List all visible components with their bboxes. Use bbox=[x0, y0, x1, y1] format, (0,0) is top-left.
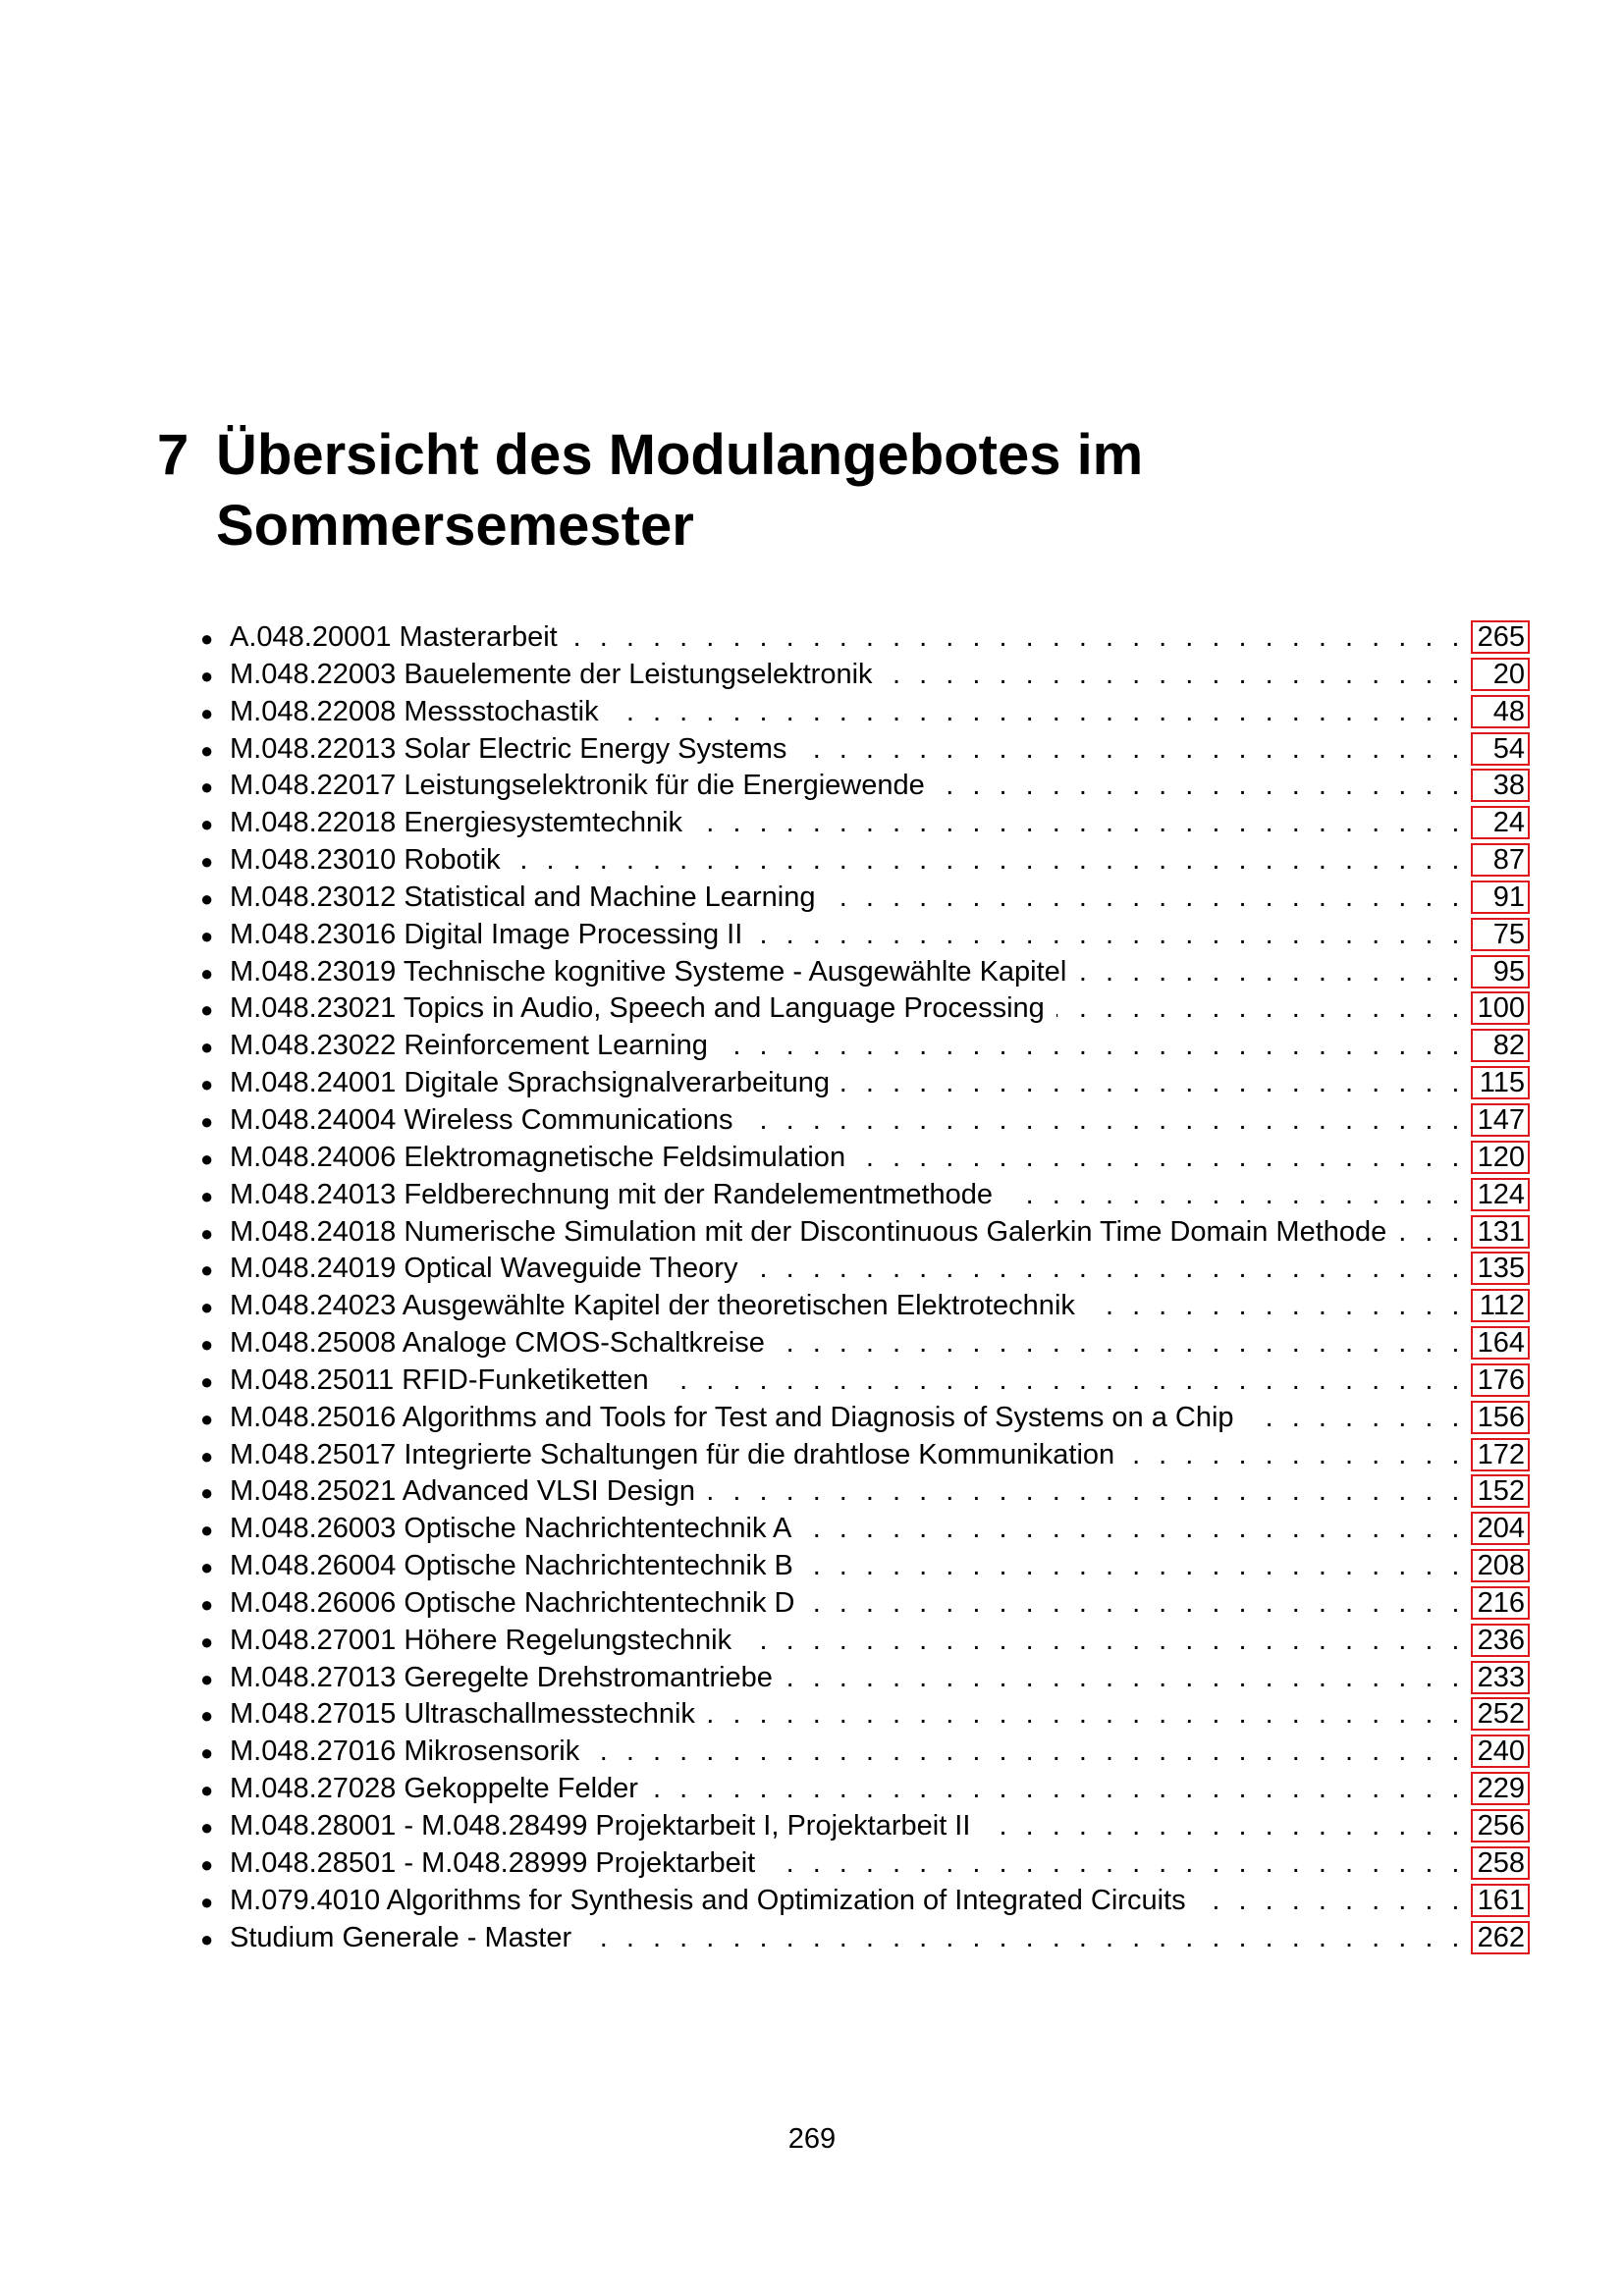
bullet-icon: ● bbox=[200, 663, 214, 688]
dot-leader bbox=[805, 1550, 1471, 1582]
toc-entry bbox=[200, 1215, 1530, 1253]
toc-entry bbox=[200, 769, 1530, 806]
toc-page-link[interactable]: 24 bbox=[1471, 806, 1530, 839]
toc-entry bbox=[200, 1921, 1530, 1958]
bullet-icon: ● bbox=[200, 1591, 214, 1617]
dot-leader bbox=[1198, 1885, 1471, 1917]
bullet-icon: ● bbox=[200, 1295, 214, 1320]
toc-entry-title: M.048.24023 Ausgewählte Kapitel der theoretischen Elektrotechnik bbox=[230, 1290, 1075, 1322]
toc-page-link[interactable]: 87 bbox=[1471, 843, 1530, 877]
toc-page-link[interactable]: 208 bbox=[1471, 1549, 1530, 1582]
toc-entry-title: M.048.28501 - M.048.28999 Projektarbeit bbox=[230, 1846, 756, 1879]
toc-entry-title: M.048.24019 Optical Waveguide Theory bbox=[230, 1253, 738, 1285]
toc-page-link[interactable]: 164 bbox=[1471, 1326, 1530, 1360]
dot-leader bbox=[569, 621, 1471, 654]
toc-entry bbox=[200, 1252, 1530, 1289]
bullet-icon: ● bbox=[200, 1815, 214, 1840]
toc-page-link[interactable]: 131 bbox=[1471, 1215, 1530, 1249]
bullet-icon: ● bbox=[200, 1220, 214, 1246]
bullet-icon: ● bbox=[200, 1555, 214, 1580]
toc-entry-title: M.048.23021 Topics in Audio, Speech and Language Processing bbox=[230, 992, 1045, 1025]
dot-leader bbox=[1246, 1402, 1471, 1434]
bullet-icon: ● bbox=[200, 1666, 214, 1691]
toc-entry bbox=[200, 1586, 1530, 1624]
bullet-icon: ● bbox=[200, 849, 214, 875]
bullet-icon: ● bbox=[200, 1035, 214, 1060]
toc-entry-title: M.048.27028 Gekoppelte Felder bbox=[230, 1773, 638, 1805]
toc-entry-title: M.048.25021 Advanced VLSI Design bbox=[230, 1475, 695, 1508]
dot-leader bbox=[749, 1253, 1471, 1285]
toc-entry bbox=[200, 1474, 1530, 1512]
dot-leader bbox=[841, 1067, 1471, 1099]
toc-page-link[interactable]: 54 bbox=[1471, 732, 1530, 766]
toc-entry bbox=[200, 881, 1530, 918]
dot-leader bbox=[611, 696, 1471, 728]
toc-entry-title: M.048.26004 Optische Nachrichtentechnik B bbox=[230, 1550, 793, 1582]
dot-leader bbox=[806, 1587, 1471, 1620]
toc-entry bbox=[200, 1066, 1530, 1103]
toc-page-link[interactable]: 233 bbox=[1471, 1661, 1530, 1694]
dot-leader bbox=[694, 807, 1471, 839]
toc-page-link[interactable]: 240 bbox=[1471, 1735, 1530, 1768]
toc-entry bbox=[200, 1512, 1530, 1549]
bullet-icon: ● bbox=[200, 1406, 214, 1431]
dot-leader bbox=[982, 1810, 1471, 1842]
bullet-icon: ● bbox=[200, 1072, 214, 1097]
toc-entry-title: M.048.24018 Numerische Simulation mit der Discontinuous Galerkin Time Domain Methode bbox=[230, 1215, 1387, 1248]
dot-leader bbox=[591, 1735, 1471, 1768]
bullet-icon: ● bbox=[200, 960, 214, 986]
toc-page-link[interactable]: 48 bbox=[1471, 695, 1530, 728]
dot-leader bbox=[583, 1922, 1471, 1954]
toc-page-link[interactable]: 236 bbox=[1471, 1624, 1530, 1657]
bullet-icon: ● bbox=[200, 1368, 214, 1394]
toc-page-link[interactable]: 265 bbox=[1471, 620, 1530, 654]
dot-leader bbox=[777, 1327, 1471, 1360]
toc-entry bbox=[200, 1697, 1530, 1735]
dot-leader bbox=[885, 659, 1471, 691]
toc-entry-title: M.048.26003 Optische Nachrichtentechnik A bbox=[230, 1513, 792, 1545]
toc-entry bbox=[200, 1103, 1530, 1141]
toc-entry-title: M.048.22003 Bauelemente der Leistungselektronik bbox=[230, 658, 873, 690]
toc-entry-title: M.048.25016 Algorithms and Tools for Test and Diagnosis of Systems on a Chip bbox=[230, 1401, 1234, 1433]
toc-entry-title: M.048.27015 Ultraschallmesstechnik bbox=[230, 1698, 695, 1731]
toc-page-link[interactable]: 95 bbox=[1471, 955, 1530, 988]
toc-entry-title: M.048.26006 Optische Nachrichtentechnik D bbox=[230, 1586, 795, 1619]
toc-page-link[interactable]: 20 bbox=[1471, 658, 1530, 691]
toc-entry bbox=[200, 1029, 1530, 1066]
toc-page-link[interactable]: 112 bbox=[1471, 1289, 1530, 1322]
toc-entry bbox=[200, 1363, 1530, 1401]
toc-entry bbox=[200, 1772, 1530, 1809]
toc-entry bbox=[200, 1661, 1530, 1698]
toc-entry bbox=[200, 658, 1530, 695]
module-list bbox=[200, 620, 1530, 1957]
toc-entry-title: A.048.20001 Masterarbeit bbox=[230, 621, 558, 653]
toc-entry-title: M.048.23019 Technische kognitive Systeme - Ausgewählte Kapitel bbox=[230, 955, 1067, 988]
dot-leader bbox=[745, 1104, 1471, 1137]
toc-entry-title: M.048.22018 Energiesystemtechnik bbox=[230, 807, 683, 839]
dot-leader bbox=[650, 1773, 1471, 1805]
toc-entry-title: M.048.27016 Mikrosensorik bbox=[230, 1735, 580, 1768]
toc-page-link[interactable]: 91 bbox=[1471, 881, 1530, 914]
toc-page-link[interactable]: 100 bbox=[1471, 991, 1530, 1025]
bullet-icon: ● bbox=[200, 737, 214, 763]
toc-page-link[interactable]: 120 bbox=[1471, 1141, 1530, 1174]
toc-entry-title: M.048.23016 Digital Image Processing II bbox=[230, 918, 743, 950]
page-number: 269 bbox=[787, 2123, 837, 2155]
dot-leader bbox=[720, 1030, 1471, 1062]
toc-entry-title: M.048.24013 Feldberechnung mit der Randelementmethode bbox=[230, 1178, 994, 1210]
bullet-icon: ● bbox=[200, 812, 214, 837]
toc-entry bbox=[200, 806, 1530, 843]
toc-entry bbox=[200, 843, 1530, 881]
toc-page-link[interactable]: 124 bbox=[1471, 1178, 1530, 1211]
toc-page-link[interactable]: 204 bbox=[1471, 1512, 1530, 1545]
toc-page-link[interactable]: 176 bbox=[1471, 1363, 1530, 1397]
toc-entry bbox=[200, 620, 1530, 658]
toc-entry bbox=[200, 1624, 1530, 1661]
dot-leader bbox=[1398, 1216, 1471, 1249]
toc-entry bbox=[200, 732, 1530, 770]
bullet-icon: ● bbox=[200, 1257, 214, 1283]
bullet-icon: ● bbox=[200, 1629, 214, 1654]
toc-page-link[interactable]: 161 bbox=[1471, 1884, 1530, 1917]
chapter-number: 7 bbox=[157, 423, 189, 487]
bullet-icon: ● bbox=[200, 1926, 214, 1951]
toc-entry-title: M.048.22013 Solar Electric Energy Systems bbox=[230, 732, 787, 765]
bullet-icon: ● bbox=[200, 774, 214, 800]
toc-entry-title: M.048.24004 Wireless Communications bbox=[230, 1103, 733, 1136]
toc-entry bbox=[200, 1846, 1530, 1884]
toc-entry bbox=[200, 1735, 1530, 1772]
bullet-icon: ● bbox=[200, 997, 214, 1023]
dot-leader bbox=[1056, 992, 1471, 1025]
toc-page-link[interactable]: 172 bbox=[1471, 1438, 1530, 1471]
toc-entry bbox=[200, 1549, 1530, 1586]
bullet-icon: ● bbox=[200, 1851, 214, 1877]
toc-entry bbox=[200, 1178, 1530, 1215]
bullet-icon: ● bbox=[200, 1108, 214, 1134]
toc-page-link[interactable]: 256 bbox=[1471, 1809, 1530, 1842]
dot-leader bbox=[798, 733, 1471, 766]
dot-leader bbox=[857, 1142, 1471, 1174]
toc-entry-title: M.048.25017 Integrierte Schaltungen für die drahtlose Kommunikation bbox=[230, 1438, 1115, 1470]
toc-entry-title: M.048.24001 Digitale Sprachsignalverarbeitung bbox=[230, 1067, 830, 1099]
toc-entry-title: M.048.23012 Statistical and Machine Learning bbox=[230, 881, 816, 913]
toc-entry bbox=[200, 695, 1530, 732]
dot-leader bbox=[828, 881, 1472, 914]
bullet-icon: ● bbox=[200, 1146, 214, 1171]
toc-page-link[interactable]: 252 bbox=[1471, 1697, 1530, 1731]
toc-page-link[interactable]: 147 bbox=[1471, 1103, 1530, 1137]
bullet-icon: ● bbox=[200, 923, 214, 948]
toc-entry bbox=[200, 1884, 1530, 1921]
dot-leader bbox=[743, 1625, 1471, 1657]
toc-entry-title: M.048.27013 Geregelte Drehstromantriebe bbox=[230, 1661, 773, 1693]
toc-page-link[interactable]: 152 bbox=[1471, 1474, 1530, 1508]
bullet-icon: ● bbox=[200, 1703, 214, 1729]
bullet-icon: ● bbox=[200, 885, 214, 911]
toc-entry-title: M.048.25008 Analoge CMOS-Schaltkreise bbox=[230, 1327, 765, 1360]
bullet-icon: ● bbox=[200, 1740, 214, 1766]
toc-entry-title: M.048.28001 - M.048.28499 Projektarbeit I, Projektarbeit II bbox=[230, 1810, 971, 1842]
dot-leader bbox=[513, 844, 1471, 877]
dot-leader bbox=[707, 1475, 1471, 1508]
toc-entry bbox=[200, 991, 1530, 1029]
bullet-icon: ● bbox=[200, 1480, 214, 1506]
toc-page-link[interactable]: 156 bbox=[1471, 1401, 1530, 1434]
toc-page-link[interactable]: 38 bbox=[1471, 769, 1530, 802]
toc-entry bbox=[200, 955, 1530, 992]
toc-entry bbox=[200, 1326, 1530, 1363]
toc-entry bbox=[200, 1438, 1530, 1475]
toc-page-link[interactable]: 75 bbox=[1471, 918, 1530, 951]
toc-page-link[interactable]: 229 bbox=[1471, 1772, 1530, 1805]
toc-page-link[interactable]: 262 bbox=[1471, 1921, 1530, 1954]
toc-page-link[interactable]: 82 bbox=[1471, 1029, 1530, 1062]
toc-entry bbox=[200, 1401, 1530, 1438]
toc-entry-title: M.048.23022 Reinforcement Learning bbox=[230, 1030, 708, 1062]
bullet-icon: ● bbox=[200, 1443, 214, 1468]
bullet-icon: ● bbox=[200, 1183, 214, 1208]
toc-page-link[interactable]: 115 bbox=[1471, 1066, 1530, 1099]
toc-entry-title: M.048.27001 Höhere Regelungstechnik bbox=[230, 1624, 732, 1656]
toc-entry-title: M.048.25011 RFID-Funketiketten bbox=[230, 1363, 649, 1396]
dot-leader bbox=[1087, 1290, 1471, 1322]
toc-entry-title: M.048.23010 Robotik bbox=[230, 844, 501, 877]
toc-entry bbox=[200, 1289, 1530, 1326]
toc-entry-title: M.048.24006 Elektromagnetische Feldsimulation bbox=[230, 1141, 846, 1173]
toc-entry bbox=[200, 1809, 1530, 1846]
toc-entry bbox=[200, 1141, 1530, 1178]
dot-leader bbox=[803, 1513, 1471, 1545]
bullet-icon: ● bbox=[200, 1332, 214, 1358]
toc-page-link[interactable]: 216 bbox=[1471, 1586, 1530, 1620]
chapter-title: Übersicht des Modulangebotes im Sommersemester bbox=[216, 423, 1144, 558]
bullet-icon: ● bbox=[200, 1778, 214, 1803]
dot-leader bbox=[767, 1847, 1471, 1880]
toc-entry-title: Studium Generale - Master bbox=[230, 1921, 572, 1953]
toc-page-link[interactable]: 258 bbox=[1471, 1846, 1530, 1880]
bullet-icon: ● bbox=[200, 626, 214, 651]
toc-entry-title: M.048.22008 Messstochastik bbox=[230, 695, 599, 727]
toc-page-link[interactable]: 135 bbox=[1471, 1252, 1530, 1285]
dot-leader bbox=[661, 1364, 1471, 1397]
toc-entry bbox=[200, 918, 1530, 955]
toc-entry-title: M.079.4010 Algorithms for Synthesis and Optimization of Integrated Circuits bbox=[230, 1884, 1186, 1916]
dot-leader bbox=[707, 1698, 1471, 1731]
chapter-heading bbox=[157, 420, 1532, 561]
dot-leader bbox=[1126, 1439, 1471, 1471]
dot-leader bbox=[785, 1662, 1471, 1694]
toc-entry-title: M.048.22017 Leistungselektronik für die Energiewende bbox=[230, 770, 925, 802]
bullet-icon: ● bbox=[200, 1889, 214, 1914]
bullet-icon: ● bbox=[200, 1518, 214, 1543]
bullet-icon: ● bbox=[200, 700, 214, 725]
dot-leader bbox=[1078, 956, 1471, 988]
dot-leader bbox=[754, 919, 1471, 951]
dot-leader bbox=[937, 770, 1471, 802]
dot-leader bbox=[1004, 1179, 1471, 1211]
